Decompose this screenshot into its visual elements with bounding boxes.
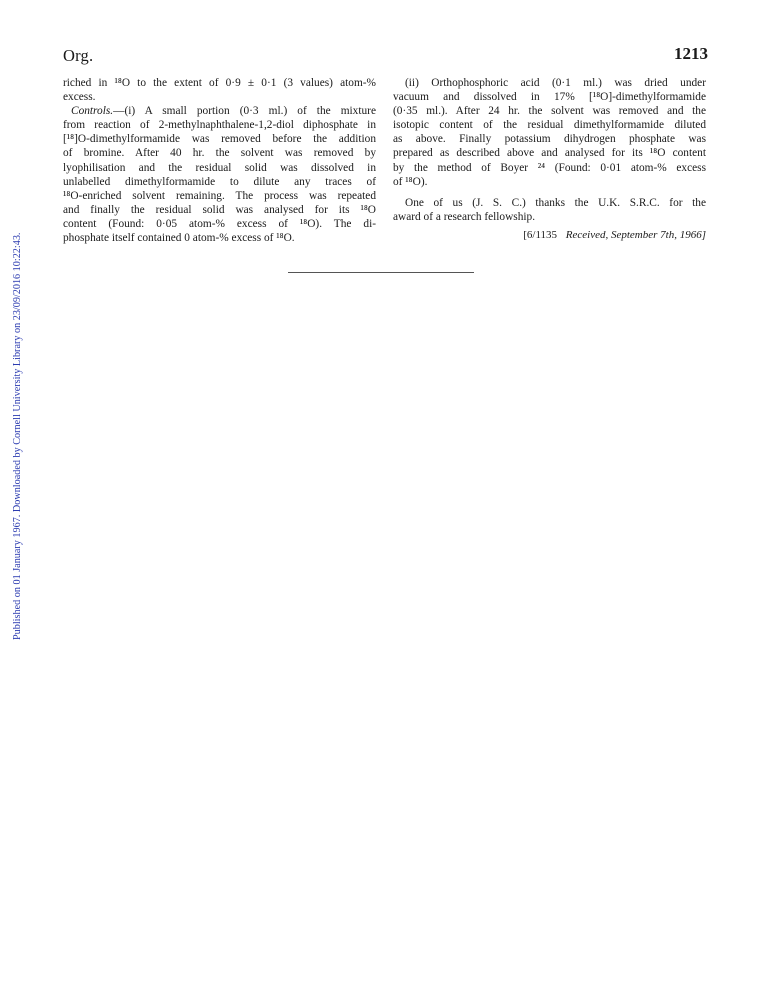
text-line: (0·35 ml.). After 24 hr. the solvent was removed and the	[393, 105, 706, 118]
received-date: Received, September 7th, 1966]	[565, 228, 706, 241]
text-fragment: —(i) A small portion (0·3 ml.) of the mixture	[113, 105, 376, 118]
text-line: riched in ¹⁸O to the extent of 0·9 ± 0·1 (3 values) atom-%	[63, 77, 376, 89]
journal-section-header: Org.	[63, 46, 94, 65]
text-line: prepared as described above and analysed for its ¹⁸O content	[393, 147, 706, 160]
text-line: One of us (J. S. C.) thanks the U.K. S.R.C. for the	[405, 196, 706, 209]
text-line: ¹⁸O-enriched solvent remaining. The process was repeated	[63, 189, 376, 202]
manuscript-reference: [6/1135	[523, 228, 558, 241]
text-line: from reaction of 2-methylnaphthalene-1,2-diol diphosphate in	[63, 119, 376, 132]
download-notice-sidebar	[2, 150, 22, 640]
text-line: excess.	[63, 91, 96, 104]
text-line: and finally the residual solid was analysed for its ¹⁸O	[63, 203, 376, 216]
page-number: 1213	[674, 44, 708, 63]
received-footer	[393, 228, 706, 242]
text-line: lyophilisation and the residual solid was dissolved in	[63, 161, 376, 174]
text-line: [¹⁸]O-dimethylformamide was removed before the addition	[63, 133, 376, 146]
text-line: phosphate itself contained 0 atom-% excess of ¹⁸O.	[63, 232, 295, 245]
text-line: as above. Finally potassium dihydrogen phosphate was	[393, 133, 706, 146]
text-line: of ¹⁸O).	[393, 175, 428, 188]
text-line: content (Found: 0·05 atom-% excess of ¹⁸O). The di-	[63, 217, 376, 230]
end-of-article-rule	[288, 272, 474, 273]
text-line: by the method of Boyer ²⁴ (Found: 0·01 atom-% excess	[393, 161, 706, 174]
section-heading-controls: Controls.	[71, 105, 114, 118]
text-line: of bromine. After 40 hr. the solvent was removed by	[63, 147, 376, 160]
right-column	[393, 76, 706, 242]
text-line: award of a research fellowship.	[393, 210, 536, 223]
text-line: unlabelled dimethylformamide to dilute any traces of	[63, 175, 376, 188]
left-column	[63, 76, 376, 245]
text-line: isotopic content of the residual dimethylformamide diluted	[393, 119, 706, 132]
text-line	[63, 104, 376, 118]
download-notice-text: Published on 01 January 1967. Downloaded by Cornell University Library on 23/09/2016 10:22:43.	[12, 232, 23, 640]
text-line: (ii) Orthophosphoric acid (0·1 ml.) was dried under	[405, 77, 706, 89]
text-line: vacuum and dissolved in 17% [¹⁸O]-dimethylformamide	[393, 91, 706, 104]
